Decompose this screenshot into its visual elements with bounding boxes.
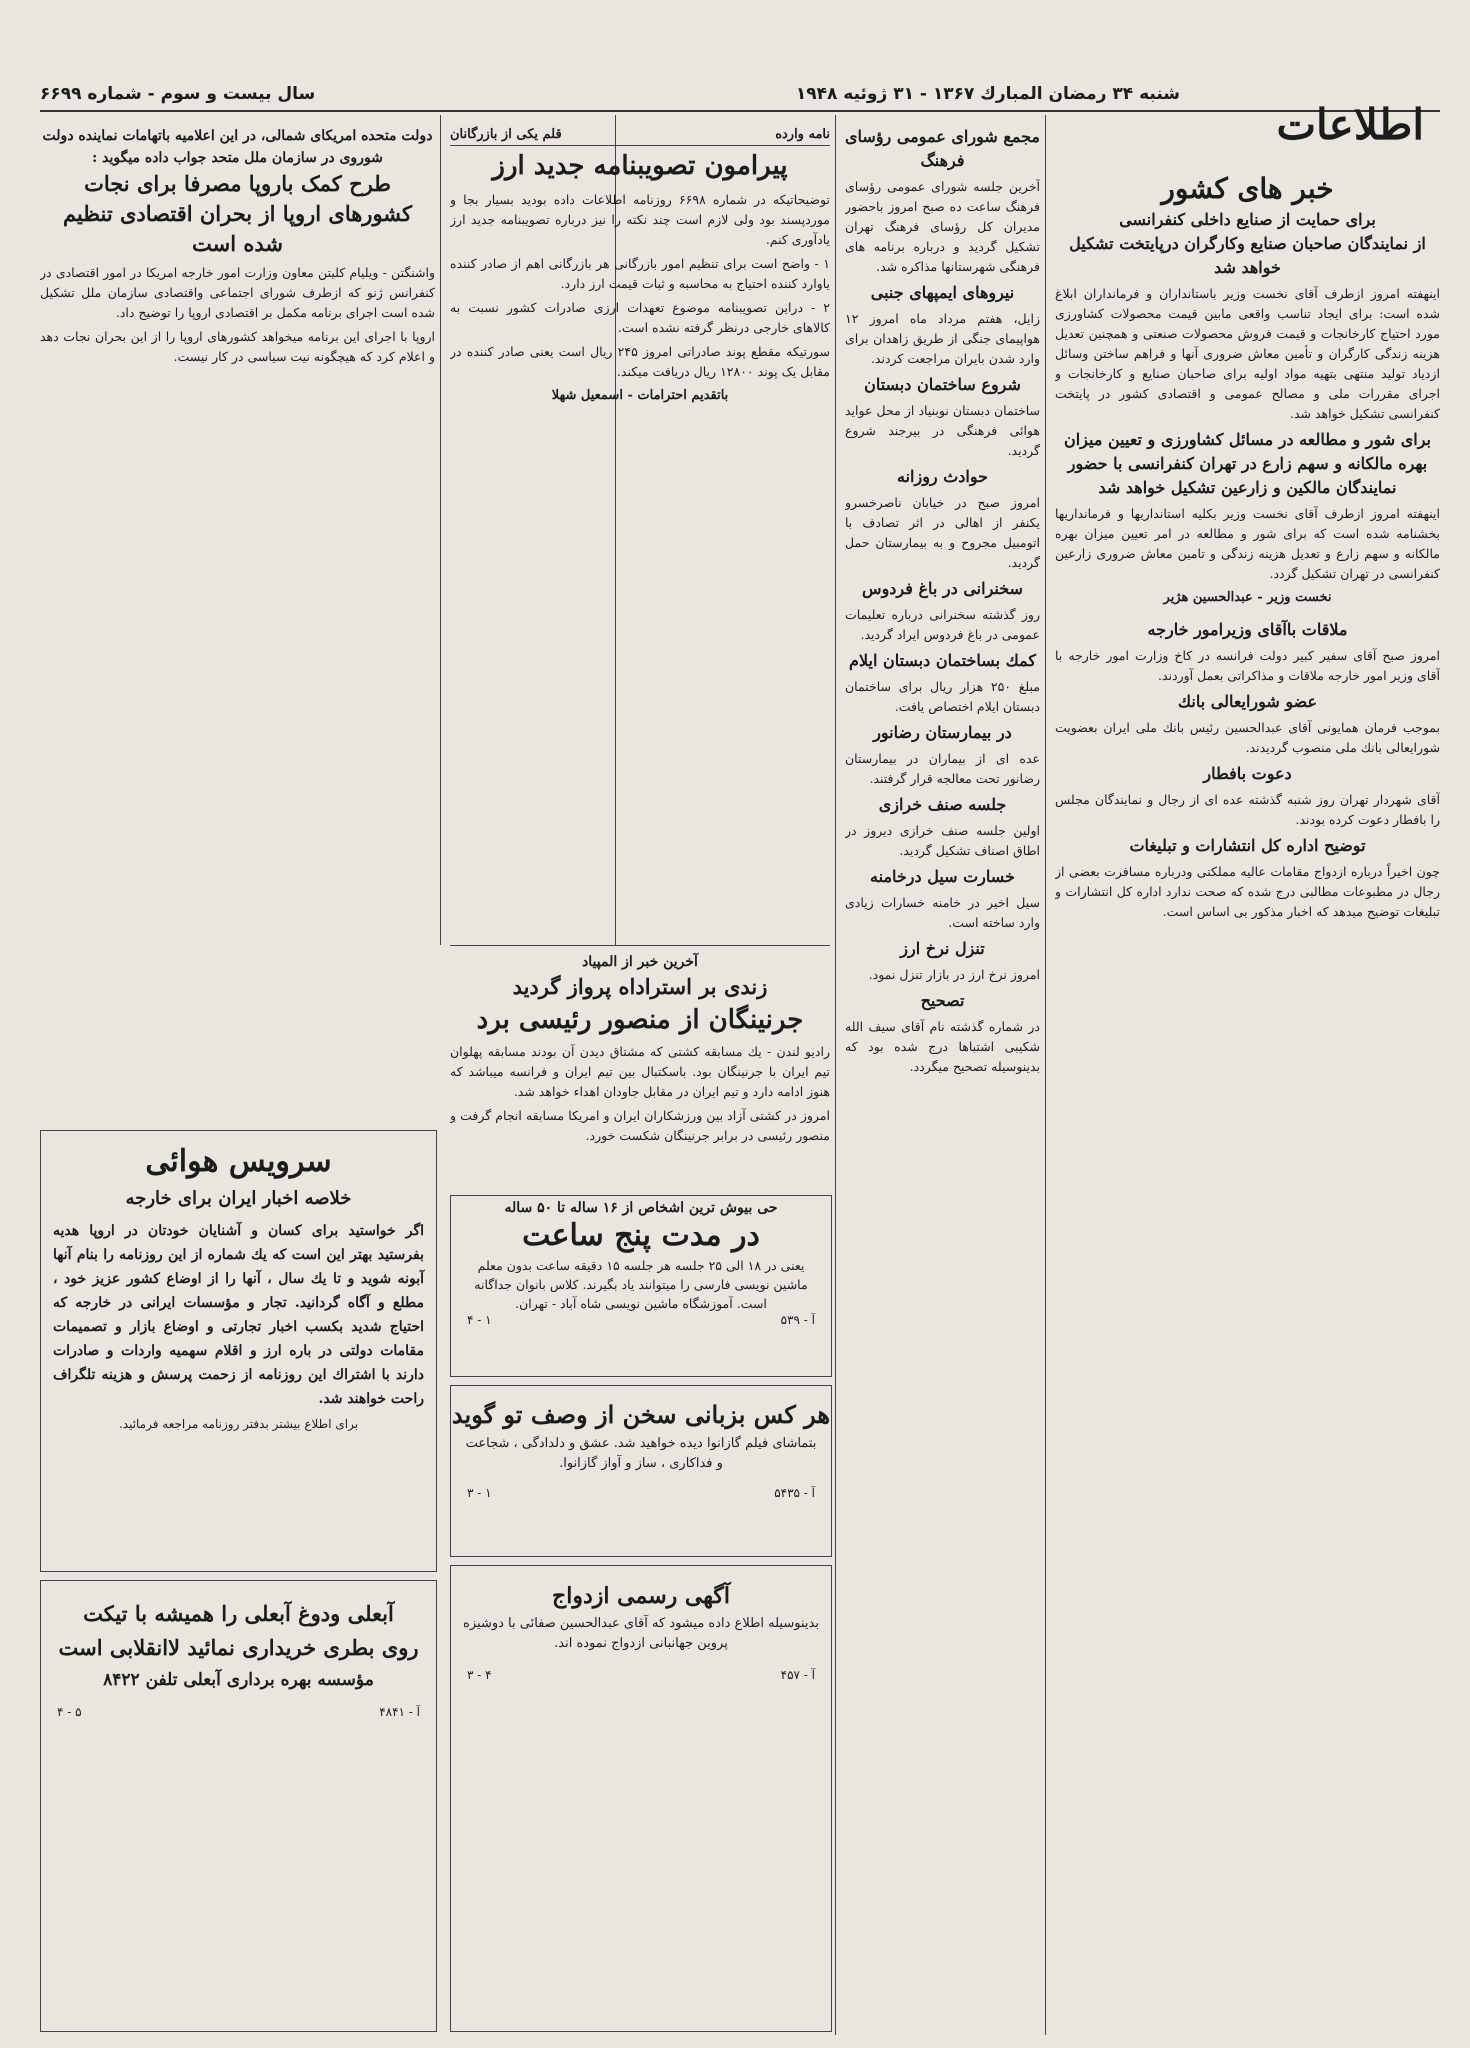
rule [450,945,830,946]
article-body: سیل اخیر در خامنه خسارات زیادی وارد ساخته است. [845,895,1040,930]
article-body: ۱ - واضح است برای تنظیم امور بازرگانی هر بازرگانی اهم از صادر کننده یاوارد کننده احتیاج به محاسبه و ثبات قیمت ارز دارد. [450,256,830,291]
ad-body: اگر خواستید برای کسان و آشنایان خودتان در اروپا هدیه بفرستید بهتر این است که یك شماره از این روزنامه را بنام آنها آبونه شوید و تا یك سال ، آنها را از اوضاع کشور عزیز خود ، مطلع و آگاه گردانید. تجار و مؤسسات ایرانی در خارجه که احتیاج شدید بکسب اخبار تجارتی و اوضاع بازار و تصمیمات مقامات دولتی در باره ارز و اقلام سهمیه واردات و صادرات دارند با اشتراك این روزنامه از زحمت پرسش و هزینه تلگراف راحت خواهند شد. [53,1223,424,1407]
headline: کمك بساختمان دبستان ایلام [849,651,1036,670]
article-body: آقای شهردار تهران روز شنبه گذشته عده ای از رجال و نمایندگان مجلس را بافطار دعوت کرده بودند. [1055,792,1440,827]
issue-date: شنبه ۳۴ رمضان المبارك ۱۳۶۷ - ۳۱ ژوئیه ۱۹۴۸ [795,84,1180,104]
article-body: اینهفته امروز ازطرف آقای نخست وزیر باستانداران و فرمانداران ابلاغ شده است: برای ایجاد تناسب واقعی مابین قیمت محصولات کشاورزی مورد احتیاج کارخانجات و قیمت فروش محصولات صنعتی و همچنین تعدیل هزینه زندگی کارگران و تأمین معاش ضروری آنها و فراهم ساختن وسائل ازدیاد تولید منتهی بتهیه مواد اولیه برای صاحبان صنایع و کارخانجات و اجرای مقررات ملی و مصالح عمومی و اقتصادی کشور در پایتخت کنفرانسی تشکیل خواهد شد. [1055,286,1440,421]
ad-number [451,1486,831,1500]
article-body: امروز نرخ ارز در بازار تنزل نمود. [868,967,1040,982]
article-body: رادیو لندن - یك مسابقه کشتی که مشتاق دیدن آن بودند مسابقه پهلوان تیم ایران با جرنینگان بود. باسکتبال بین تیم ایران و فرانسه میباشد که هنوز ادامه دارد و تیم ایران در مقابل جاودان اهداء خواهد شد. [450,1044,830,1099]
ad-headline: در مدت پنج ساعت [522,1218,760,1253]
headline: عضو شورایعالی بانك [1177,692,1318,711]
headline: سخنرانی در باغ فردوس [862,579,1023,598]
article-body: اینهفته امروز ازطرف آقای نخست وزیر بکلیه استانداریها و فرمانداریها بخشنامه شده است که برای شور و مطالعه در امر تعیین میزان بهره مالکانه و سهم زارع و تعدیل هزینه زندگی و تامین معاش ضروری زارعین کنفرانسی در تهران تشکیل گردد. [1055,506,1440,581]
ad-code: ۱ - ۳ [467,1486,492,1500]
ad-number [41,1705,436,1719]
article-body: سورتیکه مقطع پوند صادراتی امروز ۲۴۵ ریال است یعنی صادر کننده در مقابل یک پوند ۱۲۸۰۰ ریال دریافت میکند. [450,344,830,379]
headline: جلسه صنف خرازی [878,795,1007,814]
headline: برای حمایت از صنایع داخلی کنفرانسی [1119,210,1376,229]
ad-code: آ - ۵۴۳۵ [774,1486,815,1500]
news-column-2 [845,125,1040,2025]
headline: شروع ساختمان دبستان [864,375,1021,394]
ad-footer: برای اطلاع بیشتر بدفتر روزنامه مراجعه فرمائید. [118,1417,359,1431]
kicker: آخرین خبر از المپیاد [582,954,698,970]
ad-headline: سرویس هوائی [145,1144,332,1179]
ad-code: ۱ - ۴ [467,1313,492,1327]
official-notice [450,1565,832,2032]
article-body: آخرین جلسه شورای عمومی رؤسای فرهنگ ساعت ده صبح امروز باحضور مدیران کل رؤسای فرهنگ تهران تشکیل گردید و درباره برنامه های فرهنگی شهرستانها مذاکره شد. [845,179,1040,274]
headline: در بیمارستان رضانور [873,723,1012,742]
article-body: عده ای از بیماران در بیمارستان رضانور تحت معالجه قرار گرفتند. [845,751,1040,786]
air-service-ad [40,1130,437,1572]
headline: پیرامون تصویبنامه جدید ارز [492,151,788,181]
ad-number [451,1313,831,1327]
ad-line: مؤسسه بهره برداری آبعلی تلفن ۸۴۲۲ [103,1670,374,1690]
article-body: بموجب فرمان همایونی آقای عبدالحسین رئیس بانك ملی ایران بعضویت شورایعالی بانك ملی منصوب گردیدند. [1055,720,1440,755]
byline: قلم یکی از بازرگانان [450,127,562,142]
kicker: نامه وارده [775,127,830,142]
ad-headline: آگهی رسمی ازدواج [552,1583,730,1609]
letter-column [450,125,830,940]
article-body: امروز صبح آقای سفیر کبیر دولت فرانسه در کاخ وزارت امور خارجه با آقای وزیر امور خارجه ملاقات و مذاکراتی بعمل آوردند. [1055,648,1440,683]
headline: مجمع شورای عمومی رؤسای فرهنگ [845,127,1040,170]
signature: نخست وزیر - عبدالحسین هژیر [1163,590,1332,605]
ad-code: ۴ - ۳ [467,1668,492,1682]
ad-body: بتماشای فیلم گازانوا دیده خواهید شد. عشق و دلدادگی ، شجاعت و فداکاری ، ساز و آواز گازانوا. [465,1436,817,1471]
typing-course-ad [450,1195,832,1377]
ad-code: آ - ۴۸۴۱ [379,1705,420,1719]
headline: تصحیح [920,991,965,1010]
section-title: خبر های کشور [1161,172,1334,205]
olympics-article [450,952,830,1187]
column-rule [440,115,441,945]
ad-headline: هر کس بزبانی سخن از وصف تو گوید [451,1400,831,1429]
article-body: امروز در کشتی آزاد بین ورزشکاران ایران و امریکا مسابقه انجام گرفت و منصور رئیسی در برابر جرنینگان شکست خورد. [450,1108,830,1143]
ad-code: ۵ - ۴ [57,1705,82,1719]
headline: زندی بر استراداه پرواز گردید [512,974,768,999]
cinema-ad [450,1385,832,1557]
news-column [1055,170,1440,2030]
article-body: توضیحاتیکه در شماره ۶۶۹۸ روزنامه اطلاعات داده بودید بسیار بجا و موردپسند بود ولی لازم است چند نکته را نیز درباره تصویبنامه جدید ارز یادآوری کنم. [450,192,830,247]
ad-headline: آبعلی ودوغ آبعلی را همیشه با تیکت [83,1601,394,1626]
article-body: روز گذشته سخنرانی درباره تعلیمات عمومی در باغ فردوس ایراد گردید. [845,607,1040,642]
headline: تنزل نرخ ارز [900,939,985,958]
article-body: مبلغ ۲۵۰ هزار ریال برای ساختمان دبستان ایلام اختصاص یافت. [845,679,1040,714]
issue-number: سال بیست و سوم - شماره ۶۶۹۹ [40,84,316,104]
foreign-news-column [40,125,435,1125]
article-body: واشنگتن - ویلیام کلیتن معاون وزارت امور خارجه امریکا در امور اقتصادی در کنفرانس ژنو که ازطرف شورای اجتماعی واقتصادی سازمان ملل تشکیل شده است اجرای برنامه مکمل بر اقتصادی اروپا را توضیح داد. [40,265,435,320]
headline: از نمایندگان صاحبان صنایع وکارگران درپایتخت تشکیل خواهد شد [1069,234,1426,277]
article-body: اروپا با اجرای این برنامه میخواهد کشورهای اروپا را از این بحران نجات دهد و اعلام کرد که هیچگونه نیت سیاسی در کار نیست. [40,329,435,364]
ad-title: حی بیوش ترین اشخاص از ۱۶ ساله تا ۵۰ ساله [504,1200,778,1216]
headline: جرنینگان از منصور رئیسی برد [476,1005,804,1035]
column-rule [835,115,836,2035]
article-body: ساختمان دبستان نوبنیاد از محل عواید هوائی فرهنگی در بیرجند شروع گردید. [845,403,1040,458]
signature: باتقدیم احترامات - اسمعیل شهلا [551,388,729,403]
headline: توضیح اداره کل انتشارات و تبلیغات [1129,836,1366,855]
ad-body: یعنی در ۱۸ الی ۲۵ جلسه هر جلسه ۱۵ دقیقه ساعت بدون معلم ماشین نویسی فارسی را میتوانند یاد بگیرند. کلاس بانوان جداگانه است. آموزشگاه ماشین نویسی شاه آباد - تهران. [474,1258,808,1311]
article-body: در شماره گذشته نام آقای سیف الله شکیبی اشتباها درج شده بود که بدینوسیله تصحیح میگردد. [845,1019,1040,1074]
column-rule [1045,115,1046,2035]
headline: برای شور و مطالعه در مسائل کشاورزی و تعیین میزان بهره مالکانه و سهم زارع در تهران کنفرانسی با حضور نمایندگان مالکین و زارعین تشکیل خواهد شد [1063,430,1431,497]
ad-code: آ - ۵۳۹ [780,1313,815,1327]
article-body: زایل، هفتم مرداد ماه امروز ۱۲ هواپیمای جنگی از طریق زاهدان برای وارد شدن بایران مراجعت کردند. [845,311,1040,366]
article-body: چون اخیراً درباره ازدواج مقامات عالیه مملکتی ودرباره مسافرت بعضی از رجال در مطبوعات مطالبی درج شده که صحت ندارد اداره کل انتشارات و تبلیغات توضیح میدهد که اخبار مذکور بی اساس است. [1055,864,1440,919]
ad-line: روی بطری خریداری نمائید لاانقلابی است [58,1635,419,1660]
article-body: اولین جلسه صنف خرازی دیروز در اطاق اصناف تشکیل گردید. [845,823,1040,858]
ad-subtitle: خلاصه اخبار ایران برای خارجه [125,1188,352,1209]
abali-ad [40,1580,437,2032]
ad-code: آ - ۴۵۷ [780,1668,815,1682]
ad-body: بدینوسیله اطلاع داده میشود که آقای عبدالحسین صفائی با دوشیزه پروین جهانبانی ازدواج نموده اند. [463,1616,819,1651]
headline: دعوت بافطار [1203,764,1292,783]
headline: حوادث روزانه [896,467,988,486]
article-body: امروز صبح در خیابان ناصرخسرو یکنفر از اهالی در اثر تصادف با اتومبیل مجروح و به بیمارستان حمل گردید. [845,495,1040,570]
headline: طرح کمک باروپا مصرفا برای نجات کشورهای اروپا از بحران اقتصادی تنظیم شده است [62,171,413,256]
headline: نیروهای ایمپهای جنبی [870,283,1015,302]
article-body: ۲ - دراین تصویبنامه موضوع تعهدات ارزی صادرات کشور نسبت به کالاهای خارجی درنظر گرفته نشده است. [450,300,830,335]
headline-lead: دولت متحده امریکای شمالی، در این اعلامیه باتهامات نماینده دولت شوروی در سازمان ملل متحد جواب داده میگوید : [42,128,433,166]
newspaper-logo: اطلاعات [1276,100,1424,149]
headline: ملاقات باآقای وزیرامور خارجه [1147,620,1348,639]
ad-number [451,1668,831,1682]
headline: خسارت سیل درخامنه [870,867,1015,886]
